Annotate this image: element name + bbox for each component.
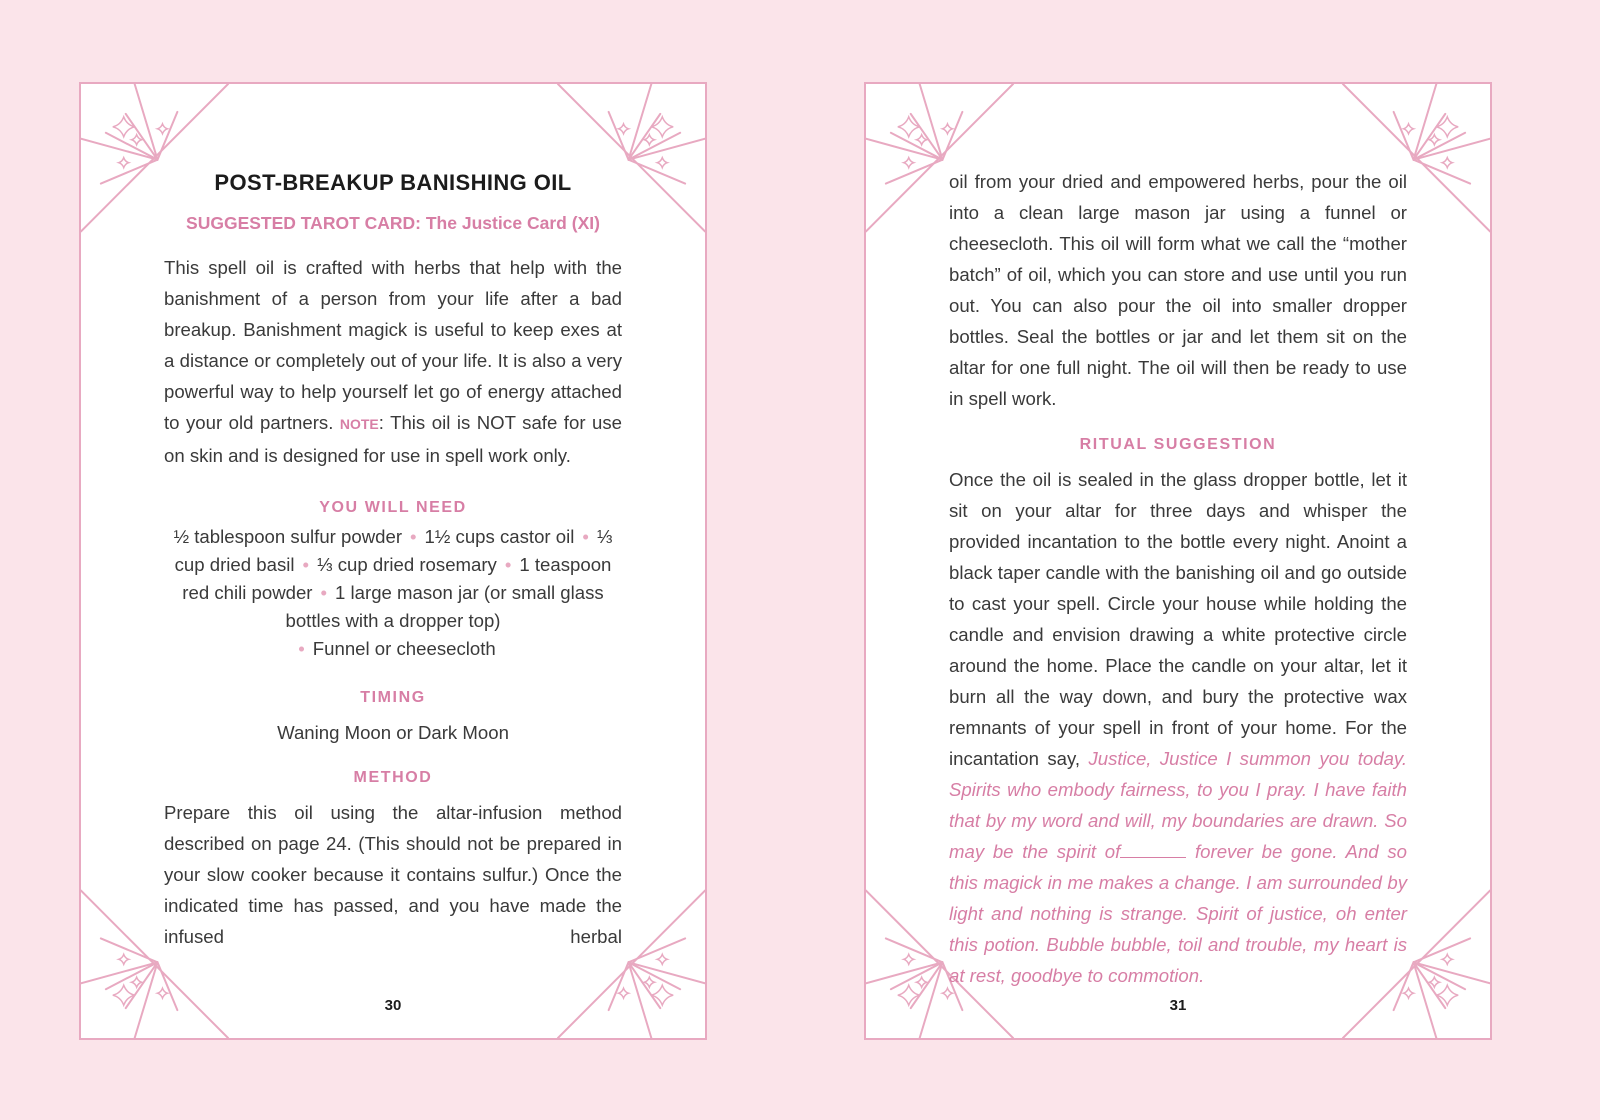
- incantation-text: Justice, Justice I summon you today. Spirits who embody fairness, to you I pray. I have faith that by my word and will, my boundaries are drawn. So may be the spirit of: [949, 748, 1407, 862]
- ingredient: ⅓ cup dried rosemary: [317, 554, 497, 575]
- left-page-content: [164, 168, 622, 952]
- timing-text: Waning Moon or Dark Moon: [277, 722, 509, 743]
- recipe-title: POST-BREAKUP BANISHING OIL: [214, 170, 572, 195]
- ingredient: ⅓ cup dried basil: [174, 526, 613, 575]
- right-page-content: [949, 166, 1407, 991]
- bullet-icon: •: [410, 526, 417, 547]
- you-will-need-heading: YOU WILL NEED: [319, 499, 467, 516]
- note-label: NOTE: [339, 416, 379, 432]
- ritual-suggestion-heading: RITUAL SUGGESTION: [1079, 436, 1277, 453]
- method-continued-paragraph: oil from your dried and empowered herbs, pour the oil into a clean large mason jar using a funnel or cheesecloth. This oil will form what we call the “mother batch” of oil, which you can store and use until you run out. You can also pour the oil into smaller dropper bottles. Seal the bottles or jar and let them sit on the altar for one full night. The oil will then be ready to use in spell work.: [949, 171, 1407, 409]
- bullet-icon: •: [302, 554, 310, 575]
- bullet-icon: •: [582, 526, 589, 547]
- intro-text: This spell oil is crafted with herbs that help with the banishment of a person from your life after a bad breakup. Banishment magick is useful to keep exes at a distance or completely out of your life. It is also a very powerful way to help yourself let go of energy attached to your old partners.: [164, 257, 622, 433]
- page-number: 31: [1169, 997, 1187, 1014]
- ingredient: 1 large mason jar (or small glass bottles with a dropper top): [285, 582, 604, 631]
- ritual-text: Once the oil is sealed in the glass dropper bottle, let it sit on your altar for three days and whisper the provided incantation to the bottle every night. Anoint a black taper candle with the banishing oil and go outside to cast your spell. Circle your house while holding the candle and envision drawing a white protective circle around the home. Place the candle on your altar, let it burn all the way down, and bury the protective wax remnants of your spell in front of your home. For the incantation say,: [949, 469, 1407, 769]
- ingredient: 1 teaspoon red chili powder: [182, 554, 612, 603]
- ingredient: ½ tablespoon sulfur powder: [173, 526, 403, 547]
- timing-heading: TIMING: [360, 689, 426, 706]
- intro-paragraph: [164, 252, 622, 471]
- page-number: 30: [384, 997, 402, 1014]
- bullet-icon: •: [504, 554, 512, 575]
- fill-in-blank: [1120, 837, 1186, 858]
- ingredient: 1½ cups castor oil: [424, 526, 575, 547]
- bullet-icon: •: [320, 582, 328, 603]
- tarot-card-subtitle: SUGGESTED TAROT CARD: The Justice Card (XI): [186, 213, 600, 233]
- method-paragraph: Prepare this oil using the altar-infusion method described on page 24. (This should not be prepared in your slow cooker because it contains sulfur.) Once the indicated time has passed, and you have made the infused herbal: [164, 802, 622, 947]
- right-page: [864, 82, 1492, 1040]
- incantation-text-continued: forever be gone. And so this magick in me makes a change. I am surrounded by light and nothing is strange. Spirit of justice, oh enter this potion. Bubble bubble, toil and trouble, my heart is at rest, goodbye to commotion.: [949, 841, 1407, 986]
- ingredients-list: [164, 523, 622, 663]
- note-text: : This oil is NOT safe for use on skin and is designed for use in spell work only.: [164, 412, 622, 466]
- ingredient: Funnel or cheesecloth: [312, 638, 496, 659]
- method-heading: METHOD: [353, 769, 433, 786]
- bullet-icon: •: [298, 638, 305, 659]
- ritual-paragraph: [949, 464, 1407, 991]
- left-page: [79, 82, 707, 1040]
